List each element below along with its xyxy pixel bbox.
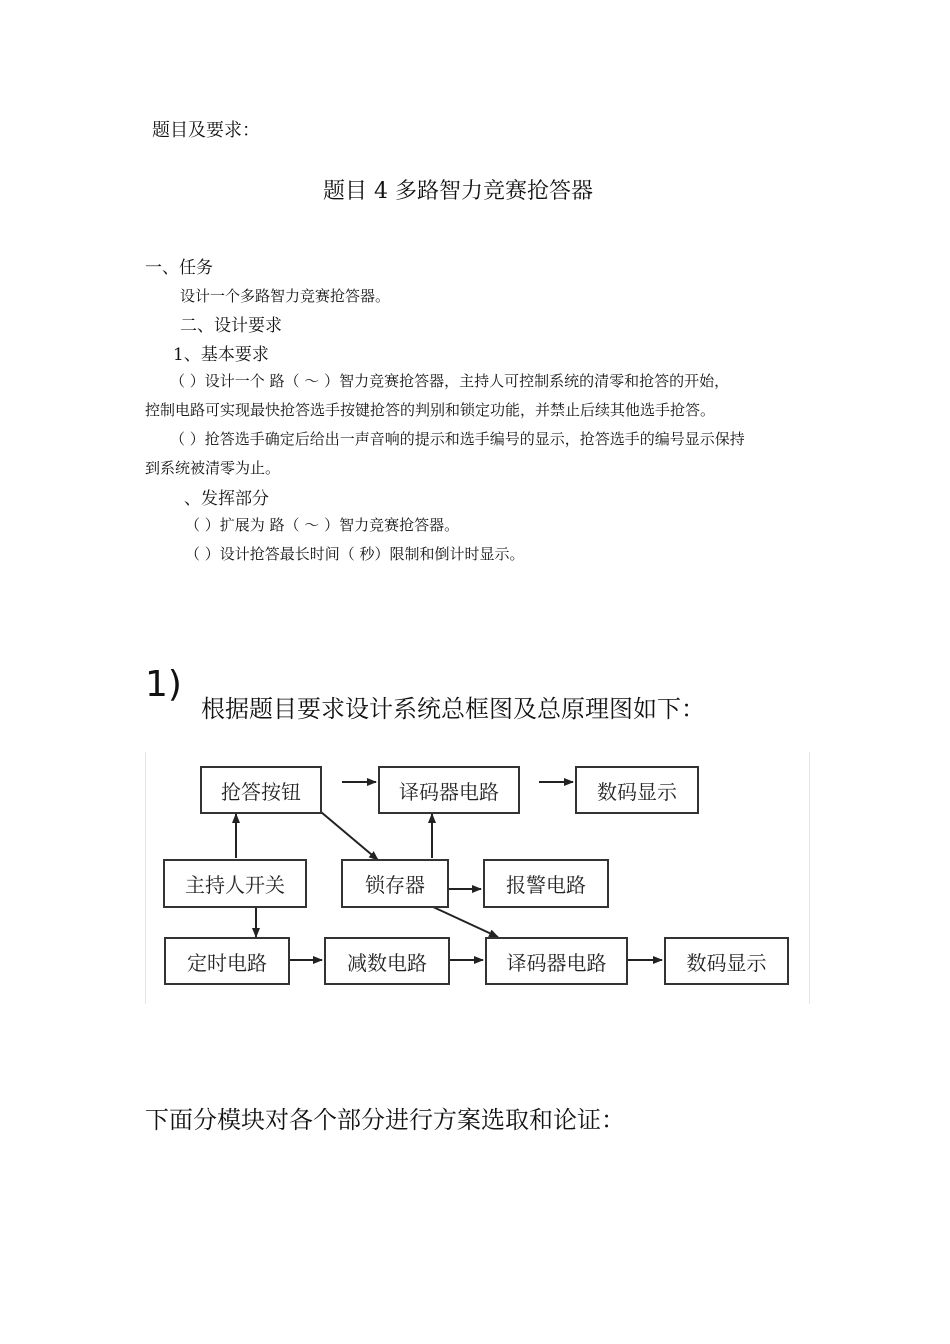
extended-item-1: （ ）扩展为 路（ ～ ）智力竞赛抢答器。 — [185, 516, 460, 534]
requirements-label: 题目及要求： — [152, 120, 260, 141]
basic-requirements-heading: 1、基本要求 — [173, 345, 269, 365]
arrow-button-to-latch — [321, 812, 378, 860]
alarm-box: 报警电路 — [483, 859, 609, 908]
section-number: 1) — [145, 664, 182, 705]
host-switch-box: 主持人开关 — [163, 859, 307, 908]
countdown-box: 减数电路 — [324, 937, 450, 985]
requirement-1-line-1: （ ）设计一个 路（ ～ ）智力竞赛抢答器，主持人可控制系统的清零和抢答的开始， — [170, 372, 730, 390]
requirement-2-line-2: 到系统被清零为止。 — [145, 459, 281, 477]
task-text: 设计一个多路智力竞赛抢答器。 — [180, 287, 391, 305]
arrow-latch-to-bottom-decoder — [431, 906, 498, 937]
design-requirements-heading: 二、设计要求 — [180, 316, 282, 336]
decoder-box-bottom: 译码器电路 — [485, 937, 628, 985]
extended-part-heading: 、发挥部分 — [184, 489, 269, 509]
requirement-1-line-2: 控制电路可实现最快抢答选手按键抢答的判别和锁定功能，并禁止后续其他选手抢答。 — [145, 401, 716, 419]
latch-box: 锁存器 — [341, 859, 449, 908]
display-box-top: 数码显示 — [575, 766, 699, 814]
requirement-2-line-1: （ ）抢答选手确定后给出一声音响的提示和选手编号的显示，抢答选手的编号显示保持 — [170, 430, 745, 448]
extended-item-2: （ ）设计抢答最长时间（ 秒）限制和倒计时显示。 — [185, 545, 525, 563]
display-box-bottom: 数码显示 — [664, 937, 789, 985]
diagram-heading: 根据题目要求设计系统总框图及总原理图如下： — [201, 695, 705, 723]
button-box: 抢答按钮 — [200, 766, 322, 814]
timer-box: 定时电路 — [164, 937, 290, 985]
module-analysis-heading: 下面分模块对各个部分进行方案选取和论证： — [145, 1106, 625, 1134]
task-heading: 一、任务 — [145, 258, 213, 278]
decoder-box-top: 译码器电路 — [378, 766, 520, 814]
page-title: 题目 4 多路智力竞赛抢答器 — [323, 179, 593, 204]
system-block-diagram — [145, 752, 811, 1004]
